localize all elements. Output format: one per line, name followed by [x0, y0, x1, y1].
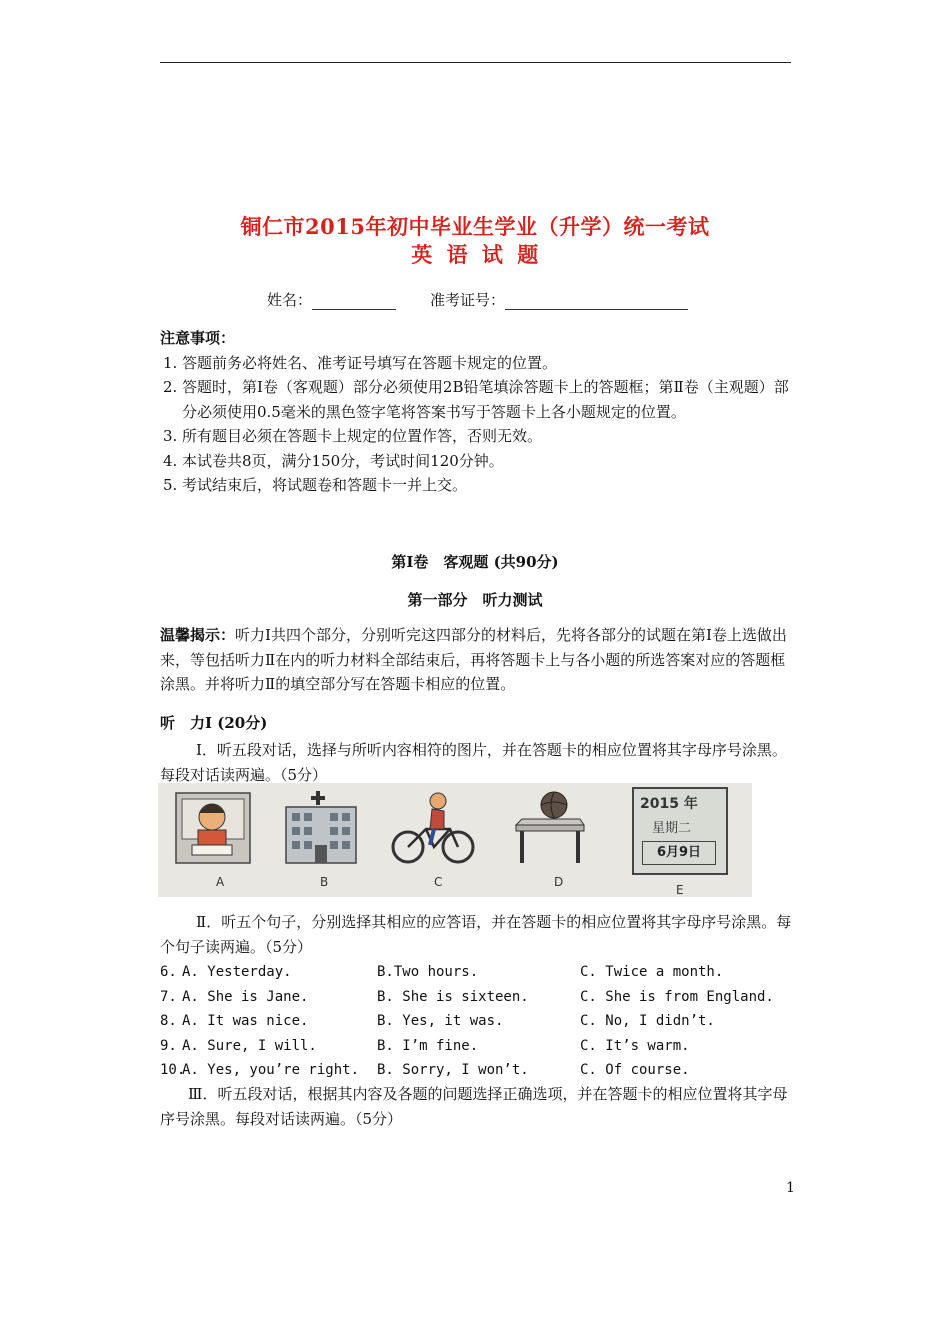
question-number: 7. [160, 988, 177, 1005]
question-row [160, 1034, 792, 1059]
option-c: C. No, I didn’t. [580, 1013, 715, 1029]
question-row [160, 1058, 792, 1083]
page-number: 1 [786, 1180, 795, 1196]
calendar-weekday: 星期二 [652, 821, 692, 836]
calendar-date: 6月9日 [642, 841, 716, 865]
picture-letter: A [216, 875, 225, 889]
hospital-building-icon [280, 789, 362, 867]
instruction-II: Ⅱ．听五个句子，分别选择其相应的应答语，并在答题卡的相应位置将其字母序号涂黑。每个句子读两遍。（5分） [160, 913, 792, 956]
option-c: C. Of course. [580, 1062, 690, 1078]
question-number: 8. [160, 1013, 177, 1029]
question-number: 9. [160, 1037, 177, 1054]
note-number: 4. [163, 451, 178, 470]
picture-letter: C [434, 875, 443, 889]
calendar-year: 2015 年 [640, 796, 698, 812]
question-row [160, 1009, 792, 1034]
picture-strip [158, 783, 752, 897]
exam-title: 铜仁市2015年初中毕业生学业（升学）统一考试 [240, 214, 710, 239]
option-b: B. Sorry, I won’t. [377, 1062, 529, 1078]
picture-letter: E [676, 883, 684, 897]
name-blank [312, 295, 396, 310]
volume-title: 第Ⅰ卷 客观题 (共90分) [391, 553, 559, 571]
option-b: B. Yes, it was. [377, 1013, 504, 1029]
option-a: A. Sure, I will. [182, 1037, 317, 1054]
option-a: A. Yesterday. [182, 964, 292, 980]
note-text: 答题时，第Ⅰ卷（客观题）部分必须使用2B铅笔填涂答题卡上的答题框；第Ⅱ卷（主观题）部分必须使用0.5毫米的黑色签字笔将答案书写于答题卡上各小题规定的位置。 [182, 378, 789, 421]
option-b: B.Two hours. [377, 964, 479, 980]
option-c: C. Twice a month. [580, 964, 724, 980]
notes-heading: 注意事项： [160, 329, 236, 347]
ball-on-table-icon [510, 789, 590, 867]
note-item [160, 375, 792, 424]
boy-on-bike-icon [390, 789, 476, 867]
note-text: 所有题目必须在答题卡上规定的位置作答，否则无效。 [182, 427, 543, 445]
tip-text: 听力Ⅰ共四个部分，分别听完这四部分的材料后，先将各部分的试题在第Ⅰ卷上选做出来，等包括听力Ⅱ在内的听力材料全部结束后，再将答题卡上与各小题的所选答案对应的答题框涂黑。并将听力Ⅱ的填空部分写在答题卡相应的位置。 [160, 626, 787, 693]
option-c: C. It’s warm. [580, 1037, 690, 1054]
picture-letter: D [554, 875, 564, 889]
question-row [160, 960, 792, 985]
section-title: 第一部分 听力测试 [407, 591, 543, 609]
note-text: 本试卷共8页，满分150分，考试时间120分钟。 [182, 451, 504, 470]
listening-heading: 听 力Ⅰ (20分) [160, 714, 268, 732]
picture-letter: B [320, 875, 329, 889]
calendar-icon [632, 787, 728, 875]
tip-label: 温馨揭示： [160, 626, 236, 644]
notes-section [160, 326, 792, 498]
option-a: A. She is Jane. [182, 988, 309, 1005]
note-number: 1. [163, 353, 178, 372]
option-a: A. It was nice. [182, 1013, 309, 1029]
top-rule [160, 62, 791, 63]
note-item [160, 449, 792, 474]
instruction-III: Ⅲ．听五段对话，根据其内容及各题的问题选择正确选项，并在答题卡的相应位置将其字母序号涂黑。每段对话读两遍。（5分） [160, 1085, 788, 1128]
girl-reading-icon [174, 789, 252, 865]
question-options [160, 960, 792, 1083]
option-c: C. She is from England. [580, 988, 774, 1005]
option-b: B. She is sixteen. [377, 988, 529, 1005]
note-item [160, 424, 792, 449]
option-b: B. I’m fine. [377, 1037, 479, 1054]
note-text: 考试结束后，将试题卷和答题卡一并上交。 [182, 476, 468, 494]
question-number: 6. [160, 964, 177, 980]
id-blank [505, 295, 688, 310]
note-number: 5. [163, 476, 178, 494]
id-label: 准考证号： [430, 291, 506, 309]
question-row [160, 985, 792, 1010]
note-item [160, 473, 792, 498]
note-item [160, 351, 792, 376]
question-number: 10. [160, 1062, 186, 1078]
instruction-I: Ⅰ．听五段对话，选择与所听内容相符的图片，并在答题卡的相应位置将其字母序号涂黑。每段对话读两遍。（5分） [160, 741, 787, 784]
tip-paragraph [160, 623, 792, 697]
candidate-info [267, 289, 688, 310]
exam-subject: 英 语 试 题 [411, 242, 539, 267]
option-a: A. Yes, you’re right. [182, 1062, 360, 1078]
note-number: 2. [163, 378, 178, 396]
note-text: 答题前务必将姓名、准考证号填写在答题卡规定的位置。 [182, 353, 558, 372]
name-label: 姓名： [267, 291, 313, 309]
note-number: 3. [163, 427, 178, 445]
